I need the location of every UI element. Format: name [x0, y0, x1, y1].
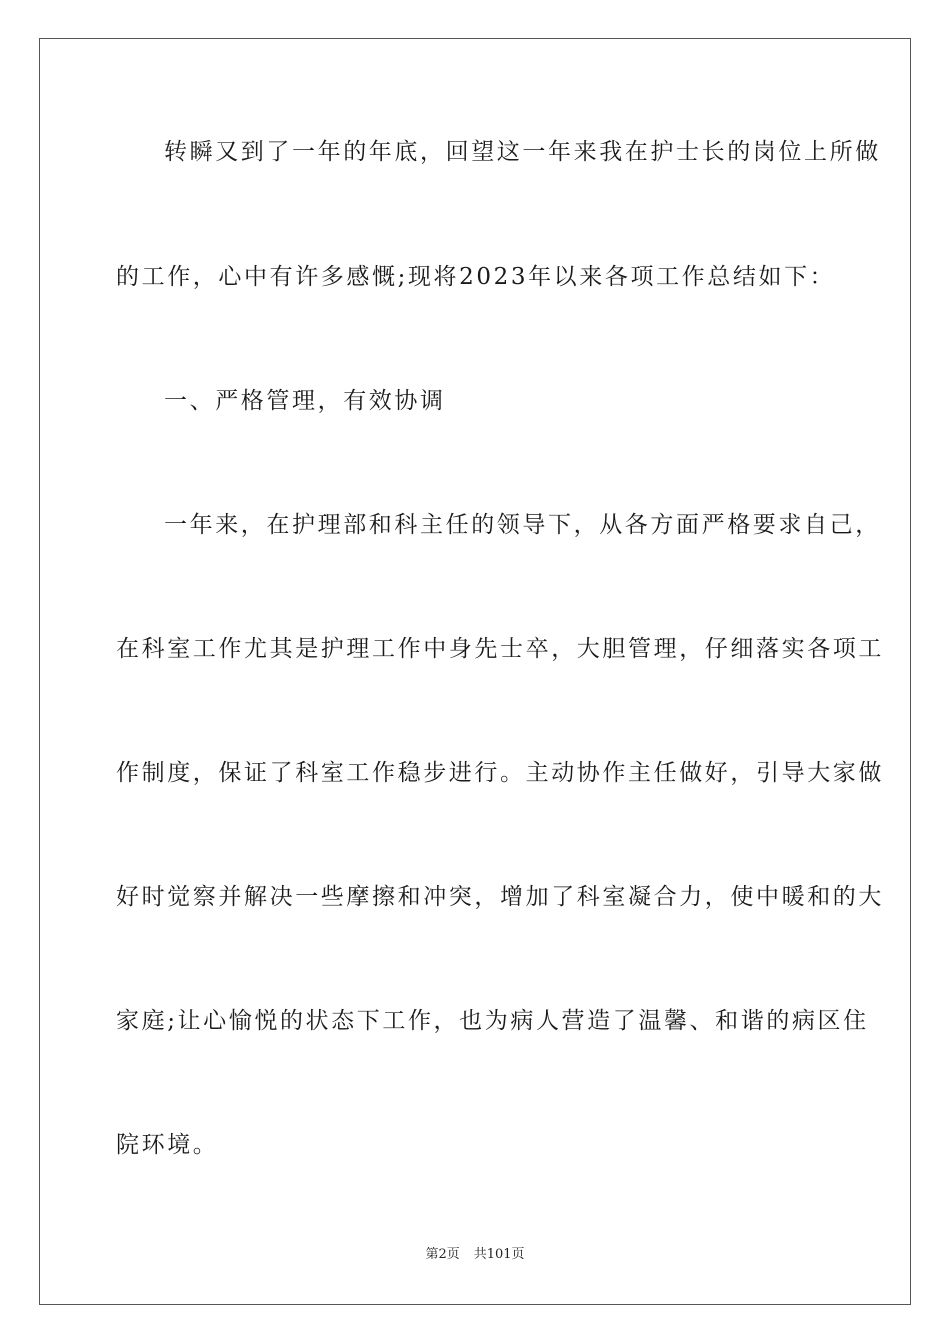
paragraph-line: 在科室工作尤其是护理工作中身先士卒，大胆管理，仔细落实各项工 — [116, 636, 884, 662]
paragraph-line: 院环境。 — [116, 1132, 219, 1158]
page-total: 共101页 — [473, 1247, 525, 1262]
paragraph-line: 的工作，心中有许多感慨;现将2023年以来各项工作总结如下： — [116, 264, 836, 290]
page-frame — [39, 38, 911, 1305]
paragraph-line: 家庭;让心愉悦的状态下工作，也为病人营造了温馨、和谐的病区住 — [116, 1008, 869, 1034]
page-number: 第2页 — [425, 1247, 460, 1262]
paragraph-line: 转瞬又到了一年的年底，回望这一年来我在护士长的岗位上所做 — [164, 139, 881, 165]
page-footer — [0, 1246, 950, 1264]
paragraph-line: 好时觉察并解决一些摩擦和冲突，增加了科室凝合力，使中暖和的大 — [116, 884, 884, 910]
paragraph-line: 作制度，保证了科室工作稳步进行。主动协作主任做好，引导大家做 — [116, 760, 884, 786]
section-heading: 一、严格管理，有效协调 — [164, 388, 446, 414]
paragraph-line: 一年来，在护理部和科主任的领导下，从各方面严格要求自己， — [164, 512, 881, 538]
